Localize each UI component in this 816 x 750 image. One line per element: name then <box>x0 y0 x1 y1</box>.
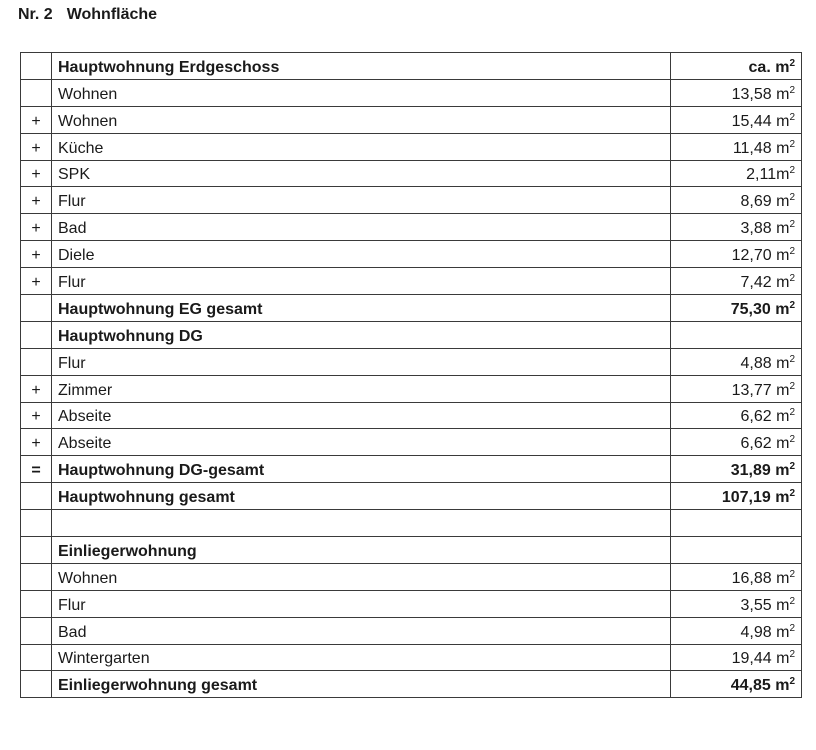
table-row <box>21 671 802 698</box>
table-row <box>21 268 802 295</box>
room-name-cell: SPK <box>52 160 671 187</box>
area-value: 4,88 m <box>740 354 790 372</box>
operator-cell <box>21 644 52 671</box>
room-name-cell: Wintergarten <box>52 644 671 671</box>
room-name-cell: Bad <box>52 617 671 644</box>
table-row <box>21 483 802 510</box>
operator-cell: + <box>21 133 52 160</box>
operator-cell: + <box>21 429 52 456</box>
operator-cell <box>21 348 52 375</box>
operator-cell: + <box>21 160 52 187</box>
unit-superscript: 2 <box>789 57 795 69</box>
table-row <box>21 537 802 564</box>
area-value-cell <box>671 241 802 268</box>
table-row <box>21 617 802 644</box>
area-value-cell <box>671 133 802 160</box>
table-row <box>21 295 802 322</box>
area-value: 12,70 m <box>731 247 790 265</box>
table-row <box>21 133 802 160</box>
table-row <box>21 241 802 268</box>
operator-cell <box>21 563 52 590</box>
heading-title: Wohnfläche <box>66 6 158 23</box>
operator-cell <box>21 79 52 106</box>
operator-cell <box>21 53 52 80</box>
table-row <box>21 402 802 429</box>
area-value: 16,88 m <box>731 569 790 587</box>
area-value-cell <box>671 348 802 375</box>
room-name-cell: Wohnen <box>52 563 671 590</box>
area-unit-superscript: 2 <box>789 138 795 150</box>
area-value-cell <box>671 375 802 402</box>
area-unit-superscript: 2 <box>789 676 795 688</box>
living-area-table <box>20 52 802 698</box>
area-value: 19,44 m <box>731 650 790 668</box>
room-name-cell: Hauptwohnung gesamt <box>52 483 671 510</box>
operator-cell <box>21 483 52 510</box>
area-value-cell <box>671 483 802 510</box>
room-name-cell: Zimmer <box>52 375 671 402</box>
area-value-cell <box>671 268 802 295</box>
room-name-cell <box>52 510 671 537</box>
area-value-cell <box>671 510 802 537</box>
operator-cell <box>21 590 52 617</box>
table-row <box>21 348 802 375</box>
area-unit-superscript: 2 <box>789 165 795 177</box>
area-value-cell <box>671 456 802 483</box>
table-row <box>21 563 802 590</box>
table-row <box>21 106 802 133</box>
area-unit-superscript: 2 <box>789 192 795 204</box>
room-name-cell: Hauptwohnung DG-gesamt <box>52 456 671 483</box>
area-value: 2,11m <box>746 166 790 184</box>
page-heading <box>18 6 157 24</box>
room-name-cell: Hauptwohnung DG <box>52 321 671 348</box>
table-row <box>21 214 802 241</box>
room-name-cell: Flur <box>52 187 671 214</box>
area-value-cell <box>671 537 802 564</box>
area-unit-superscript: 2 <box>789 488 795 500</box>
area-unit-superscript: 2 <box>789 219 795 231</box>
area-value-cell <box>671 160 802 187</box>
room-name-cell: Diele <box>52 241 671 268</box>
table-row <box>21 456 802 483</box>
room-name-cell: Einliegerwohnung gesamt <box>52 671 671 698</box>
operator-cell <box>21 617 52 644</box>
table-row <box>21 187 802 214</box>
area-value: 3,88 m <box>740 220 790 238</box>
area-value: 15,44 m <box>731 112 790 130</box>
room-name-cell: Flur <box>52 348 671 375</box>
table-row <box>21 590 802 617</box>
area-unit-superscript: 2 <box>789 299 795 311</box>
room-name-cell: Flur <box>52 268 671 295</box>
operator-cell: + <box>21 106 52 133</box>
area-value-cell <box>671 187 802 214</box>
area-value-cell <box>671 429 802 456</box>
unit-header <box>671 53 802 80</box>
area-unit-superscript: 2 <box>789 649 795 661</box>
area-value: 3,55 m <box>740 596 790 614</box>
operator-cell <box>21 510 52 537</box>
section-title: Hauptwohnung Erdgeschoss <box>52 53 671 80</box>
table-row <box>21 321 802 348</box>
room-name-cell: Abseite <box>52 402 671 429</box>
area-value: 13,58 m <box>731 85 790 103</box>
room-name-cell: Hauptwohnung EG gesamt <box>52 295 671 322</box>
area-value-cell <box>671 563 802 590</box>
area-unit-superscript: 2 <box>789 353 795 365</box>
table-header-row <box>21 53 802 80</box>
room-name-cell: Küche <box>52 133 671 160</box>
table-row <box>21 429 802 456</box>
area-value: 4,98 m <box>740 623 790 641</box>
operator-cell: = <box>21 456 52 483</box>
area-unit-superscript: 2 <box>789 273 795 285</box>
area-unit-superscript: 2 <box>789 434 795 446</box>
area-value-cell <box>671 590 802 617</box>
table-row <box>21 160 802 187</box>
operator-cell: + <box>21 268 52 295</box>
area-unit-superscript: 2 <box>789 595 795 607</box>
area-value-cell <box>671 79 802 106</box>
room-name-cell: Wohnen <box>52 79 671 106</box>
area-value: 8,69 m <box>740 193 790 211</box>
operator-cell: + <box>21 187 52 214</box>
operator-cell: + <box>21 241 52 268</box>
area-value: 44,85 m <box>730 677 790 695</box>
heading-number: Nr. 2 <box>18 6 53 23</box>
area-value: 6,62 m <box>740 408 790 426</box>
room-name-cell: Abseite <box>52 429 671 456</box>
room-name-cell: Flur <box>52 590 671 617</box>
table-row <box>21 375 802 402</box>
area-unit-superscript: 2 <box>789 84 795 96</box>
area-value-cell <box>671 321 802 348</box>
area-value-cell <box>671 617 802 644</box>
area-value: 6,62 m <box>740 435 790 453</box>
area-unit-superscript: 2 <box>789 380 795 392</box>
area-value: 11,48 m <box>732 139 790 157</box>
operator-cell <box>21 295 52 322</box>
table-row <box>21 644 802 671</box>
area-value: 7,42 m <box>740 274 790 292</box>
area-value-cell <box>671 214 802 241</box>
operator-cell: + <box>21 375 52 402</box>
operator-cell: + <box>21 402 52 429</box>
operator-cell <box>21 321 52 348</box>
area-unit-superscript: 2 <box>789 111 795 123</box>
area-value: 31,89 m <box>730 462 790 480</box>
area-unit-superscript: 2 <box>789 568 795 580</box>
unit-label: ca. m <box>748 58 790 76</box>
room-name-cell: Wohnen <box>52 106 671 133</box>
area-value-cell <box>671 671 802 698</box>
area-value: 13,77 m <box>731 381 790 399</box>
room-name-cell: Bad <box>52 214 671 241</box>
area-value: 75,30 m <box>730 300 790 318</box>
area-unit-superscript: 2 <box>789 407 795 419</box>
area-value: 107,19 m <box>721 489 790 507</box>
area-unit-superscript: 2 <box>789 622 795 634</box>
room-name-cell: Einliegerwohnung <box>52 537 671 564</box>
operator-cell: + <box>21 214 52 241</box>
area-value-cell <box>671 402 802 429</box>
area-unit-superscript: 2 <box>789 246 795 258</box>
area-value-cell <box>671 106 802 133</box>
operator-cell <box>21 671 52 698</box>
operator-cell <box>21 537 52 564</box>
area-value-cell <box>671 295 802 322</box>
table-row <box>21 510 802 537</box>
area-value-cell <box>671 644 802 671</box>
area-unit-superscript: 2 <box>789 461 795 473</box>
table-row <box>21 79 802 106</box>
